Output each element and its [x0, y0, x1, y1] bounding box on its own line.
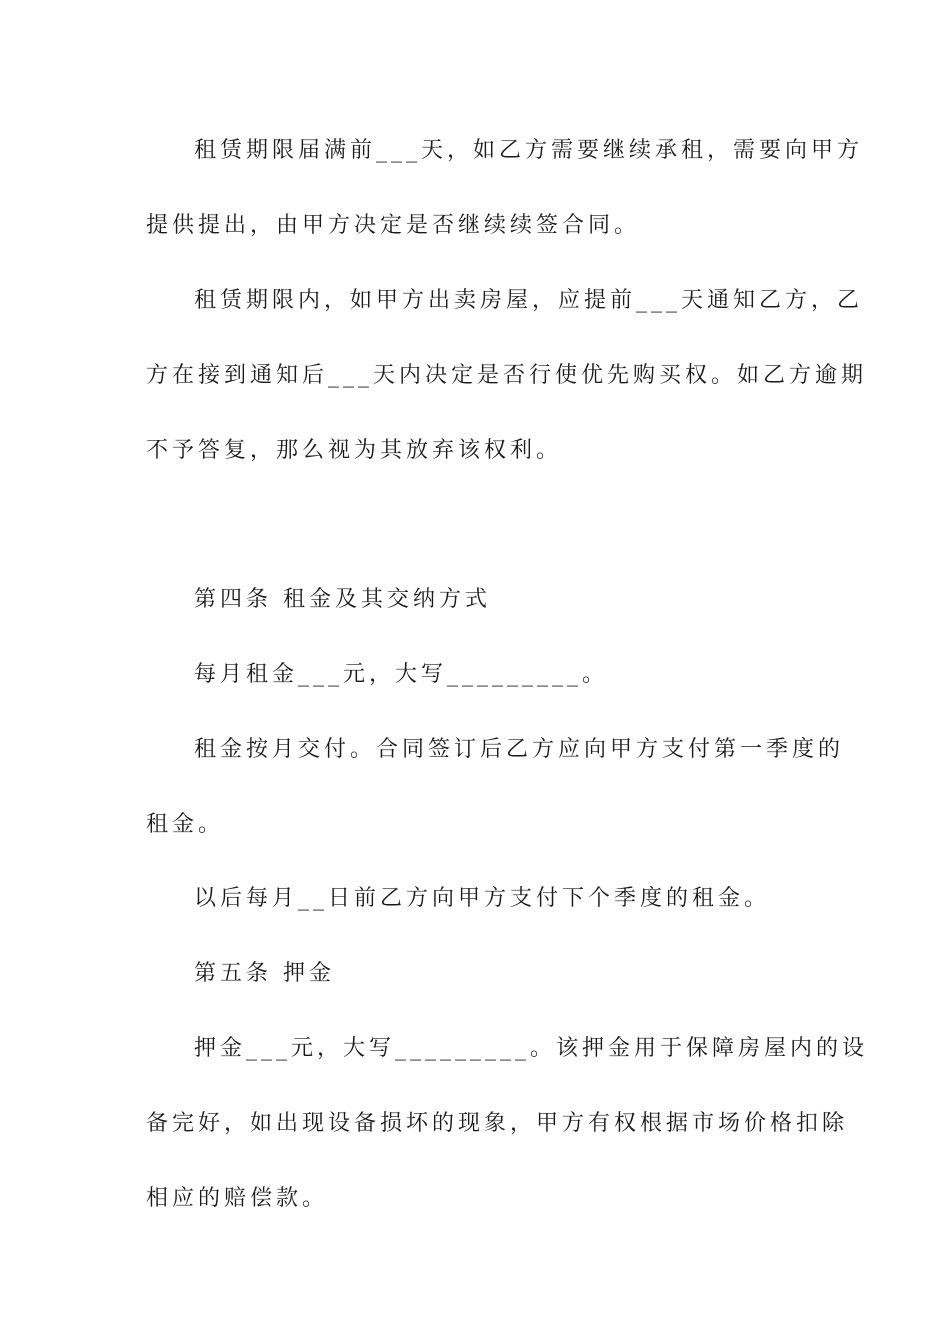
deposit-line-2: 备完好，如出现设备损坏的现象，甲方有权根据市场价格扣除	[146, 1111, 849, 1136]
paragraph-sale-line-2: 方在接到通知后___天内决定是否行使优先购买权。如乙方逾期	[146, 363, 868, 388]
paragraph-renewal-line-1: 租赁期限届满前___天，如乙方需要继续承租，需要向甲方	[194, 138, 864, 163]
paragraph-renewal-line-2: 提供提出，由甲方决定是否继续续签合同。	[146, 213, 641, 238]
monthly-rent-line: 每月租金___元，大写_________。	[194, 662, 609, 687]
article-5-heading: 第五条 押金	[194, 961, 335, 986]
deposit-line-1: 押金___元，大写_________。该押金用于保障房屋内的设	[194, 1036, 869, 1061]
paragraph-sale-line-3: 不予答复，那么视为其放弃该权利。	[146, 438, 563, 463]
payment-terms-line-1: 租金按月交付。合同签订后乙方应向甲方支付第一季度的	[194, 737, 845, 762]
payment-terms-line-2: 租金。	[146, 812, 225, 837]
article-4-heading: 第四条 租金及其交纳方式	[194, 587, 491, 612]
paragraph-sale-line-1: 租赁期限内，如甲方出卖房屋，应提前___天通知乙方，乙	[194, 288, 864, 313]
deposit-line-3: 相应的赔偿款。	[146, 1186, 329, 1211]
payment-schedule-line: 以后每月__日前乙方向甲方支付下个季度的租金。	[194, 886, 771, 911]
